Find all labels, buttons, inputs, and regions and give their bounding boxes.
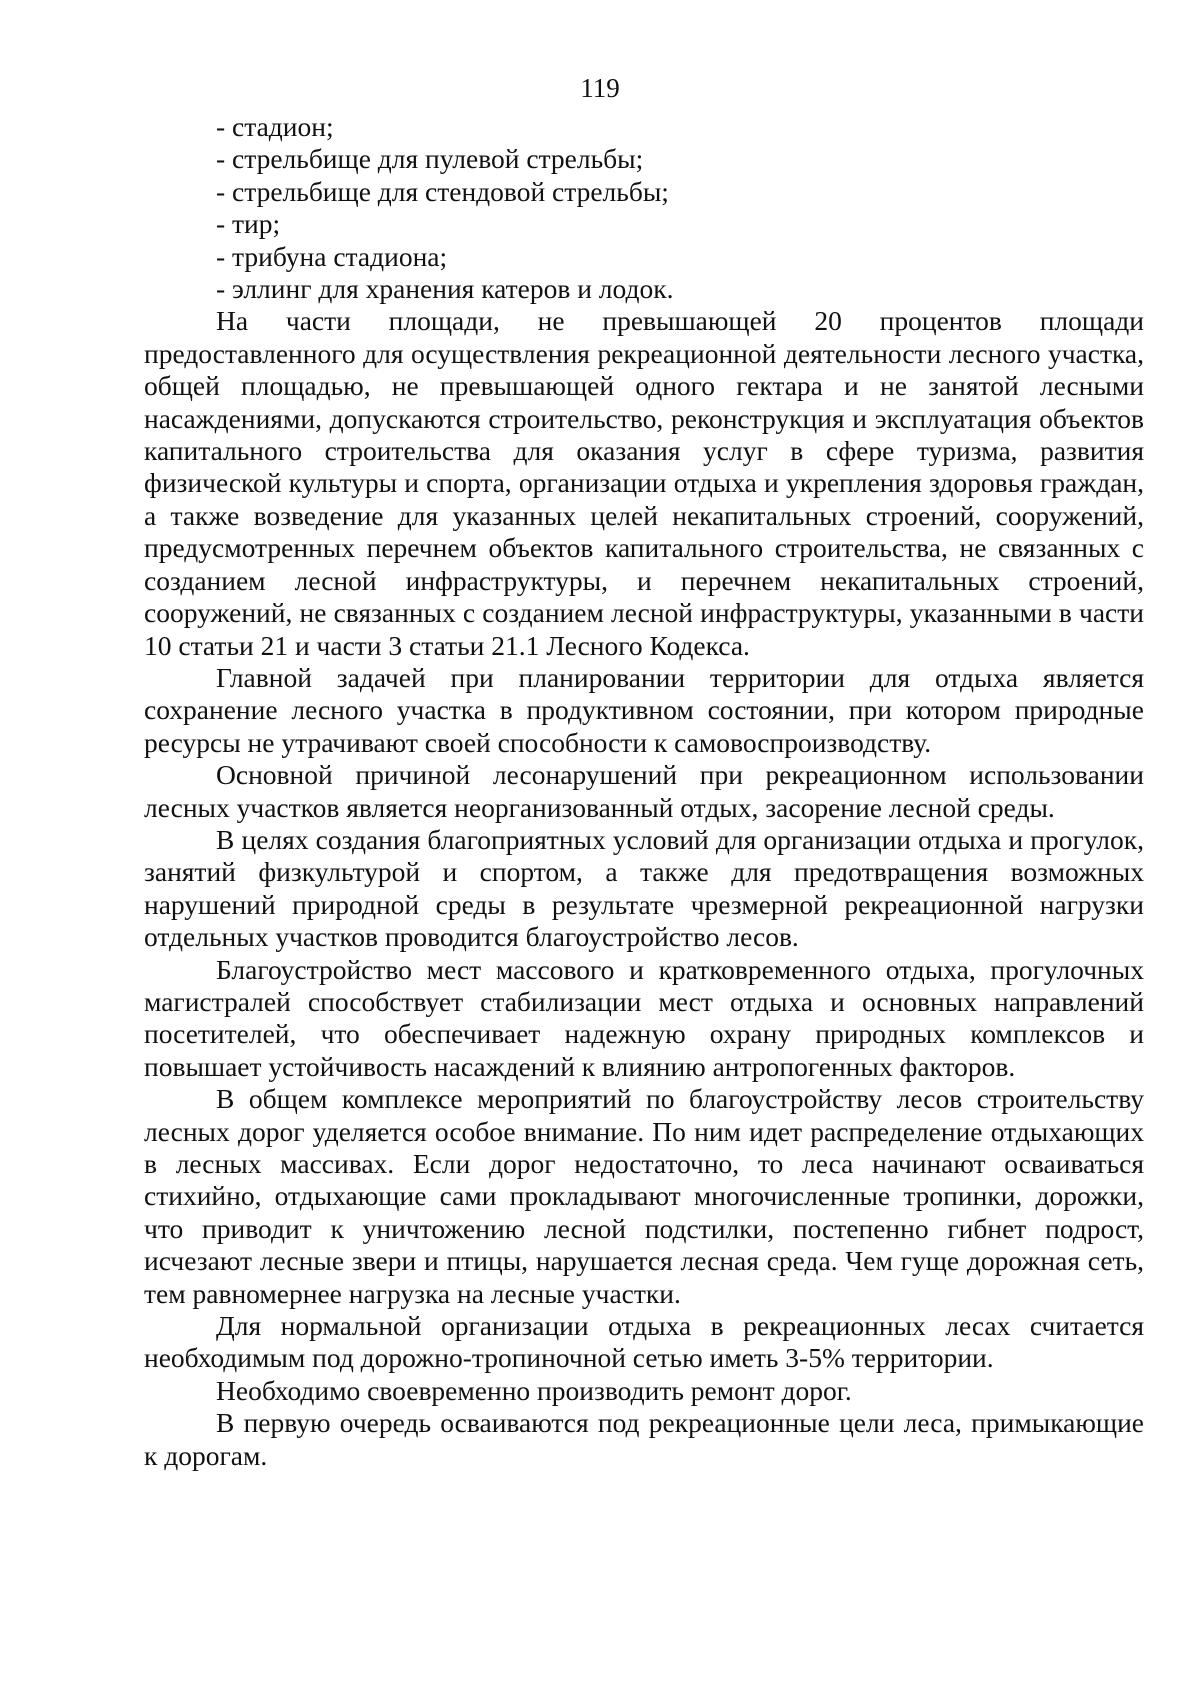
paragraph: В первую очередь осваиваются под рекреационные цели леса, примыкающие к дорогам. [144,1407,1144,1471]
paragraph: Для нормальной организации отдыха в рекреационных лесах считается необходимым под дорожно-тропиночной сетью иметь 3-5% территории. [144,1310,1144,1374]
list-item: - трибуна стадиона; [216,240,448,272]
list-item: - стрельбище для стендовой стрельбы; [216,175,669,207]
paragraph: На части площади, не превышающей 20 процентов площади предоставленного для осуществления рекреационной деятельности лесного участка, общей площадью, не превышающей одного гектара и не занятой лесными насаждениями, допускаются строительство, реконструкция и эксплуатация объектов капитального строительства для оказания услуг в сфере туризма, развития физической культуры и спорта, организации отдыха и укрепления здоровья граждан, а также возведение для указанных целей некапитальных строений, сооружений, предусмотренных перечнем объектов капитального строительства, не связанных с созданием лесной инфраструктуры, и перечнем некапитальных строений, сооружений, не связанных с созданием лесной инфраструктуры, указанными в части 10 статьи 21 и части 3 статьи 21.1 Лесного Кодекса. [144,305,1144,661]
page-number: 119 [580,73,620,103]
list-item: - эллинг для хранения катеров и лодок. [216,273,674,305]
list-item: - стрельбище для пулевой стрельбы; [216,143,644,175]
paragraph: В общем комплексе мероприятий по благоустройству лесов строительству лесных дорог уделяется особое внимание. По ним идет распределение отдыхающих в лесных массивах. Если дорог недостаточно, то леса начинают осваиваться стихийно, отдыхающие сами прокладывают многочисленные тропинки, дорожки, что приводит к уничтожению лесной подстилки, постепенно гибнет подрост, исчезают лесные звери и птицы, нарушается лесная среда. Чем гуще дорожная сеть, тем равномернее нагрузка на лесные участки. [144,1083,1144,1309]
paragraph: Главной задачей при планировании территории для отдыха является сохранение лесного участка в продуктивном состоянии, при котором природные ресурсы не утрачивают своей способности к самовоспроизводству. [144,661,1144,758]
list-item: - стадион; [216,111,334,142]
paragraph: Благоустройство мест массового и кратковременного отдыха, прогулочных магистралей способствует стабилизации мест отдыха и основных направлений посетителей, что обеспечивает надежную охрану природных комплексов и повышает устойчивость насаждений к влиянию антропогенных факторов. [144,953,1144,1082]
page-body [144,111,1144,1472]
paragraph: В целях создания благоприятных условий для организации отдыха и прогулок, занятий физкультурой и спортом, а также для предотвращения возможных нарушений природной среды в результате чрезмерной рекреационной нагрузки отдельных участков проводится благоустройство лесов. [144,823,1144,953]
paragraph: Основной причиной лесонарушений при рекреационном использовании лесных участков является неорганизованный отдых, засорение лесной среды. [144,759,1144,823]
list-item: - тир; [216,208,281,240]
paragraph: Необходимо своевременно производить ремонт дорог. [216,1374,852,1406]
